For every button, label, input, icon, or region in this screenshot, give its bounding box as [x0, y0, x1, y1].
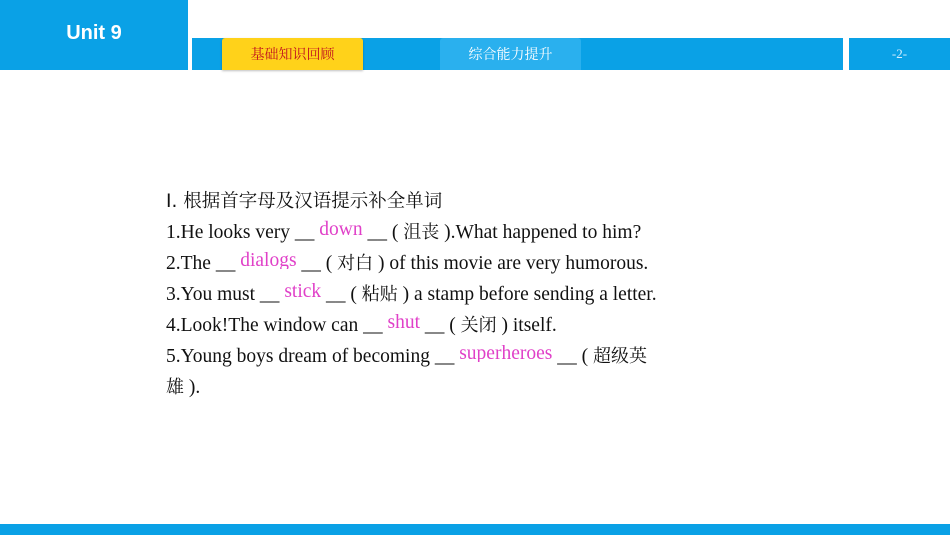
page-number: -2- — [849, 38, 950, 70]
exercise-content — [166, 186, 786, 403]
answer-blank: down — [319, 220, 363, 238]
item-text: __ ( — [321, 284, 362, 305]
bottom-bar — [0, 524, 950, 535]
item-text: 4.Look!The window can __ — [166, 315, 388, 336]
exercise-item — [166, 279, 786, 310]
exercise-item — [166, 248, 786, 279]
item-text: __ ( — [296, 253, 338, 274]
exercise-item-continued — [166, 372, 786, 403]
item-text: __ ( — [362, 222, 404, 243]
tab-basic-knowledge-review[interactable]: 基础知识回顾 — [222, 38, 363, 70]
chinese-hint: 沮丧 — [403, 222, 440, 243]
item-text: 1.He looks very __ — [166, 222, 320, 243]
exercise-item — [166, 310, 786, 341]
item-text: 5.Young boys dream of becoming __ — [166, 346, 460, 367]
answer-blank: superheroes — [459, 344, 553, 362]
item-text: ) itself. — [496, 315, 557, 336]
answer-blank: stick — [284, 282, 322, 300]
exercise-item — [166, 341, 786, 372]
item-text: ) a stamp before sending a letter. — [397, 284, 657, 305]
item-text: 3.You must __ — [166, 284, 285, 305]
exercise-heading: Ⅰ. 根据首字母及汉语提示补全单词 — [166, 191, 443, 212]
chinese-hint: 超级英 — [592, 346, 647, 367]
exercise-item — [166, 217, 786, 248]
chinese-hint: 粘贴 — [361, 284, 398, 305]
answer-blank: shut — [387, 313, 421, 331]
item-text: ) of this movie are very humorous. — [373, 253, 649, 274]
tab-comprehensive-ability[interactable]: 综合能力提升 — [440, 38, 581, 70]
chinese-hint: 雄 — [166, 377, 184, 398]
item-text: __ ( — [552, 346, 593, 367]
item-text: __ ( — [420, 315, 461, 336]
item-text: 2.The __ — [166, 253, 241, 274]
chinese-hint: 对白 — [337, 253, 374, 274]
answer-blank: dialogs — [240, 251, 297, 269]
item-text: ). — [184, 377, 201, 398]
chinese-hint: 关闭 — [460, 315, 497, 336]
unit-title: Unit 9 — [0, 0, 188, 70]
item-text: ).What happened to him? — [439, 222, 642, 243]
